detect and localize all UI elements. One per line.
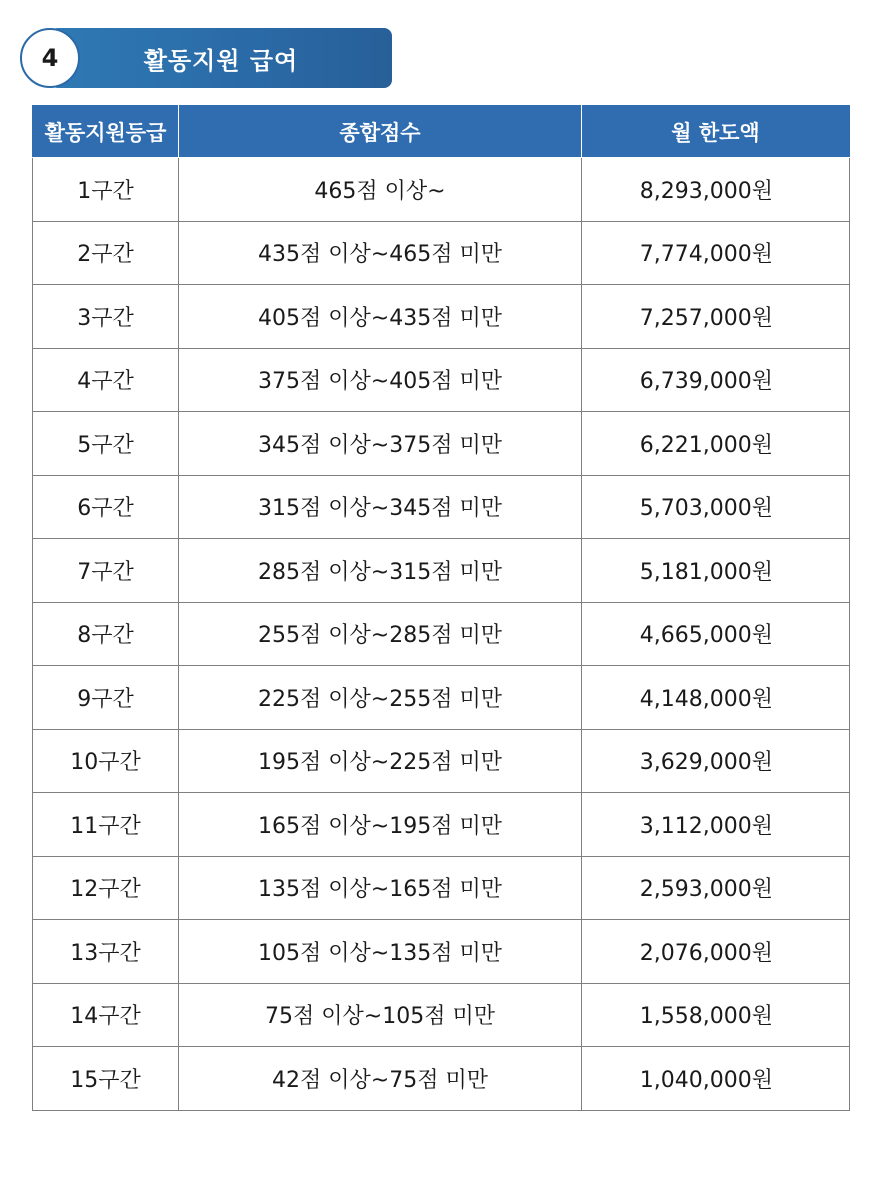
score-cell: 465점 이상~ bbox=[179, 158, 582, 222]
table-row bbox=[33, 920, 850, 984]
table-row bbox=[33, 666, 850, 730]
amount-cell: 7,774,000원 bbox=[582, 221, 850, 285]
grade-cell: 1구간 bbox=[33, 158, 179, 222]
amount-cell: 3,629,000원 bbox=[582, 729, 850, 793]
amount-cell: 7,257,000원 bbox=[582, 285, 850, 349]
amount-cell: 6,739,000원 bbox=[582, 348, 850, 412]
score-cell: 225점 이상~255점 미만 bbox=[179, 666, 582, 730]
table-row bbox=[33, 856, 850, 920]
score-cell: 435점 이상~465점 미만 bbox=[179, 221, 582, 285]
grade-cell: 12구간 bbox=[33, 856, 179, 920]
table-row bbox=[33, 348, 850, 412]
table-row bbox=[33, 475, 850, 539]
amount-cell: 5,703,000원 bbox=[582, 475, 850, 539]
score-cell: 375점 이상~405점 미만 bbox=[179, 348, 582, 412]
activity-support-grade-table bbox=[32, 105, 850, 1111]
table-row bbox=[33, 221, 850, 285]
grade-cell: 5구간 bbox=[33, 412, 179, 476]
grade-cell: 10구간 bbox=[33, 729, 179, 793]
grade-cell: 7구간 bbox=[33, 539, 179, 603]
amount-cell: 4,148,000원 bbox=[582, 666, 850, 730]
grade-cell: 11구간 bbox=[33, 793, 179, 857]
table-row bbox=[33, 602, 850, 666]
amount-cell: 1,040,000원 bbox=[582, 1047, 850, 1111]
amount-cell: 4,665,000원 bbox=[582, 602, 850, 666]
table-header bbox=[33, 106, 850, 158]
amount-cell: 2,076,000원 bbox=[582, 920, 850, 984]
score-cell: 285점 이상~315점 미만 bbox=[179, 539, 582, 603]
grade-cell: 9구간 bbox=[33, 666, 179, 730]
score-cell: 345점 이상~375점 미만 bbox=[179, 412, 582, 476]
score-cell: 42점 이상~75점 미만 bbox=[179, 1047, 582, 1111]
section-title: 활동지원 급여 bbox=[143, 46, 299, 75]
score-cell: 105점 이상~135점 미만 bbox=[179, 920, 582, 984]
score-cell: 75점 이상~105점 미만 bbox=[179, 983, 582, 1047]
table-row bbox=[33, 793, 850, 857]
score-cell: 195점 이상~225점 미만 bbox=[179, 729, 582, 793]
amount-cell: 6,221,000원 bbox=[582, 412, 850, 476]
grade-cell: 3구간 bbox=[33, 285, 179, 349]
grade-cell: 2구간 bbox=[33, 221, 179, 285]
score-cell: 135점 이상~165점 미만 bbox=[179, 856, 582, 920]
amount-cell: 3,112,000원 bbox=[582, 793, 850, 857]
grade-cell: 4구간 bbox=[33, 348, 179, 412]
table-row bbox=[33, 412, 850, 476]
grade-cell: 8구간 bbox=[33, 602, 179, 666]
score-cell: 255점 이상~285점 미만 bbox=[179, 602, 582, 666]
section-number-badge bbox=[20, 28, 80, 88]
section-header bbox=[20, 28, 392, 88]
section-number: 4 bbox=[41, 44, 59, 72]
column-header-grade: 활동지원등급 bbox=[33, 106, 179, 158]
score-cell: 405점 이상~435점 미만 bbox=[179, 285, 582, 349]
grade-cell: 15구간 bbox=[33, 1047, 179, 1111]
table-row bbox=[33, 1047, 850, 1111]
section-title-bar bbox=[50, 28, 392, 88]
column-header-amount: 월 한도액 bbox=[582, 106, 850, 158]
table-row bbox=[33, 729, 850, 793]
amount-cell: 1,558,000원 bbox=[582, 983, 850, 1047]
table-row bbox=[33, 539, 850, 603]
score-cell: 165점 이상~195점 미만 bbox=[179, 793, 582, 857]
table-header-row bbox=[33, 106, 850, 158]
table-row bbox=[33, 285, 850, 349]
amount-cell: 2,593,000원 bbox=[582, 856, 850, 920]
amount-cell: 8,293,000원 bbox=[582, 158, 850, 222]
table-body bbox=[33, 158, 850, 1111]
table-row bbox=[33, 983, 850, 1047]
grade-cell: 14구간 bbox=[33, 983, 179, 1047]
grade-cell: 13구간 bbox=[33, 920, 179, 984]
amount-cell: 5,181,000원 bbox=[582, 539, 850, 603]
column-header-score: 종합점수 bbox=[179, 106, 582, 158]
grade-cell: 6구간 bbox=[33, 475, 179, 539]
score-cell: 315점 이상~345점 미만 bbox=[179, 475, 582, 539]
table-row bbox=[33, 158, 850, 222]
